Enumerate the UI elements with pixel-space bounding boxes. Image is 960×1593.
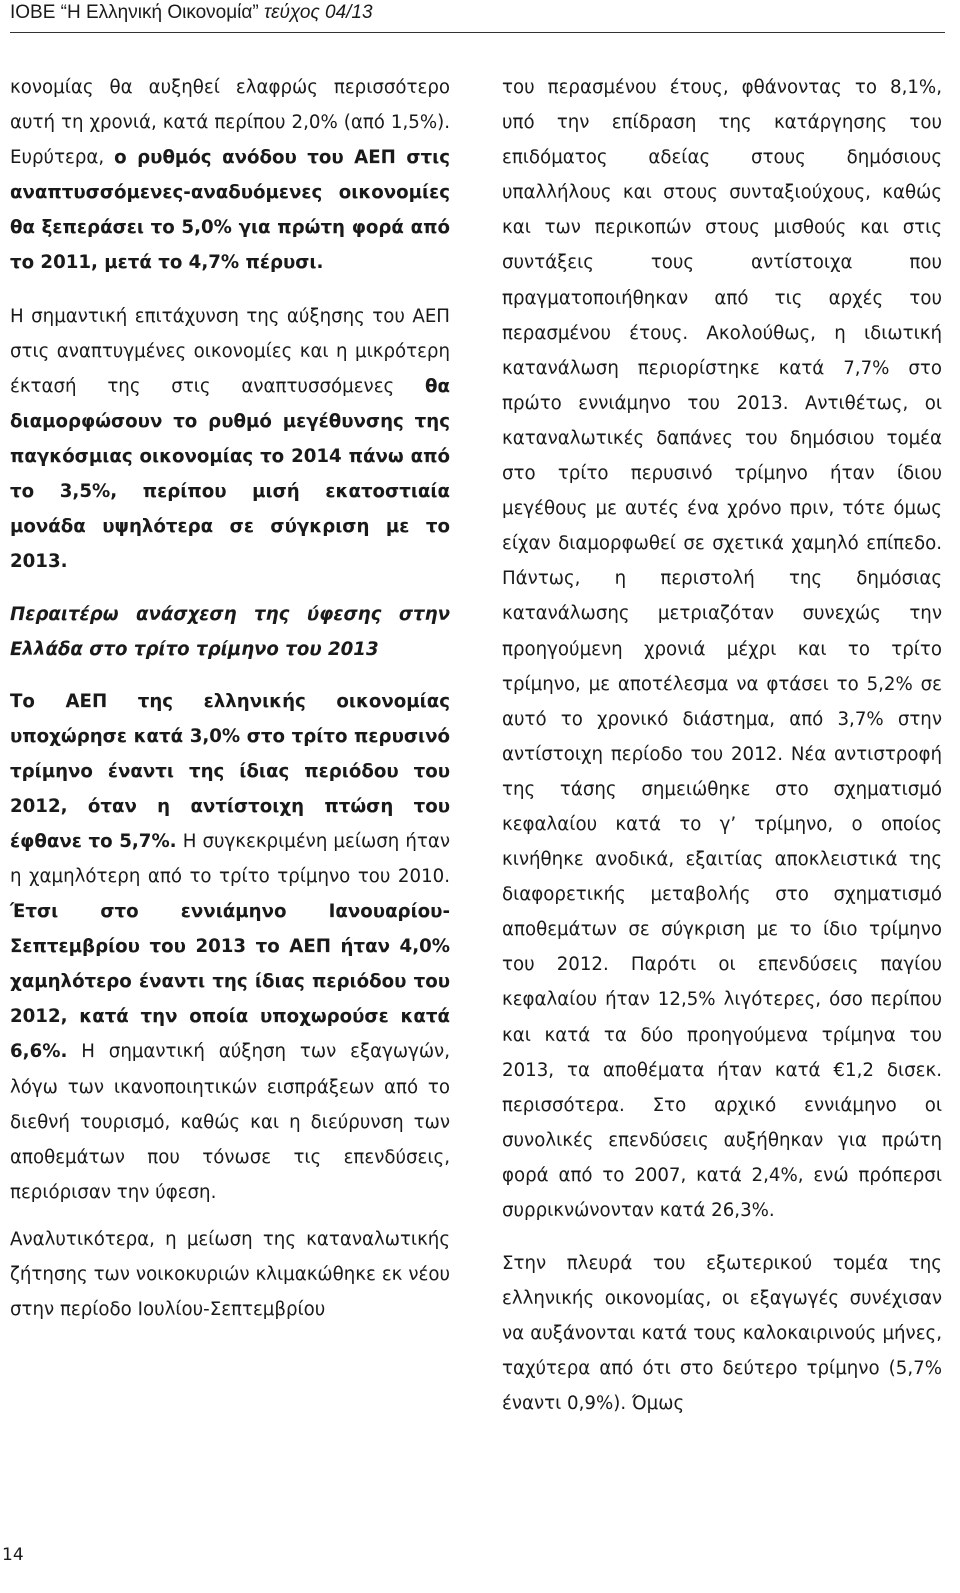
paragraph-text: Η σημαντική επιτάχυνση της αύξησης του ΑΕΠ στις αναπτυγμένες οικονομίες και η μικρότερη έκτασή της στις αναπτυσσόμενες [10,305,450,397]
paragraph-text: Η σημαντική αύξηση των εξαγωγών, λόγω των ικανοποιητικών εισπράξεων από το διεθνή τουρισμό, καθώς και η διεύρυνση των αποθεμάτων που τόνωσε τις επενδύσεις, περιόρισαν την ύφεση. [10,1041,450,1203]
right-column [502,70,942,1422]
paragraph [10,299,450,580]
header-title: ΙΟΒΕ “Η Ελληνική Οικονομία” [10,2,259,23]
page-number: 14 [2,1545,24,1565]
running-header [10,0,945,33]
paragraph-bold-text: ο ρυθμός ανόδου του ΑΕΠ στις αναπτυσσόμενες-αναδυόμενες οικονομίες θα ξεπεράσει το 5,0% για πρώτη φορά από το 2011, μετά το 4,7% πέρυσι. [10,147,450,274]
section-subheading: Περαιτέρω ανάσχεση της ύφεσης στην Ελλάδα στο τρίτο τρίμηνο του 2013 [10,604,450,661]
paragraph-bold-text: Έτσι στο εννιάμηνο Ιανουαρίου-Σεπτεμβρίου του 2013 το ΑΕΠ ήταν 4,0% χαμηλότερο έναντι της ίδιας περιόδου του 2012, κατά την οποία υποχωρούσε κατά 6,6%. [10,901,450,1063]
paragraph-text: Η συγκεκριμένη μείωση ήταν η χαμηλότερη από το τρίτο τρίμηνο του 2010. [10,830,450,887]
paragraph: Στην πλευρά του εξωτερικού τομέα της ελληνικής οικονομίας, οι εξαγωγές συνέχισαν να αυξάνονται κατά τους καλοκαιρινούς μήνες, ταχύτερα από ότι στο δεύτερο τρίμηνο (5,7% έναντι 0,9%). Όμως [502,1253,942,1415]
header-issue: τεύχος 04/13 [263,2,373,23]
paragraph [10,684,450,1210]
paragraph-text: κονομίας θα αυξηθεί ελαφρώς περισσότερο αυτή τη χρονιά, κατά περίπου 2,0% (από 1,5%). Ευρύτερα, [10,77,450,169]
paragraph: του περασμένου έτους, φθάνοντας το 8,1%, υπό την επίδραση της κατάργησης του επιδόματος αδείας στους δημόσιους υπαλλήλους και στους συνταξιούχους, καθώς και των περικοπών στους μισθούς και στις συντάξεις τους αντίστοιχα που πραγματοποιήθηκαν από τις αρχές του περασμένου έτους. Ακολούθως, η ιδιωτική κατανάλωση περιορίστηκε κατά 7,7% στο πρώτο εννιάμηνο του 2013. Αντιθέτως, οι καταναλωτικές δαπάνες του δημόσιου τομέα στο τρίτο περυσινό τρίμηνο ήταν ίδιου μεγέθους με αυτές ένα χρόνο πριν, τότε όμως είχαν διαμορφωθεί σε σχετικά χαμηλό επίπεδο. Πάντως, η περιστολή της δημόσιας κατανάλωσης μετριαζόταν συνεχώς την προηγούμενη χρονιά μέχρι και το τρίτο τρίμηνο, με αποτέλεσμα να φτάσει το 5,2% σε αυτό το χρονικό διάστημα, από 3,7% στην αντίστοιχη περίοδο του 2012. Νέα αντιστροφή της τάσης σημειώθηκε στο σχηματισμό κεφαλαίου κατά το γ’ τρίμηνο, ο οποίος κινήθηκε ανοδικά, εξαιτίας αποκλειστικά της διαφορετικής μεταβολής στο σχηματισμό αποθεμάτων σε σύγκριση με το ίδιο τρίμηνο του 2012. Παρότι οι επενδύσεις παγίου κεφαλαίου ήταν 12,5% λιγότερες, όσο περίπου και κατά τα δύο προηγούμενα τρίμηνα του 2013, τα αποθέματα ήταν κατά €1,2 δισεκ. περισσότερα. Στο αρχικό εννιάμηνο οι συνολικές επενδύσεις αυξήθηκαν για πρώτη φορά από το 2007, κατά 2,4%, ενώ πρόπερσι συρρικνώνονταν κατά 26,3%. [502,77,942,1221]
paragraph [10,70,450,281]
paragraph: Αναλυτικότερα, η μείωση της καταναλωτικής ζήτησης των νοικοκυριών κλιμακώθηκε εκ νέου στην περίοδο Ιουλίου-Σεπτεμβρίου [10,1228,450,1321]
left-column [10,70,450,1327]
paragraph-bold-text: Το ΑΕΠ της ελληνικής οικονομίας υποχώρησε κατά 3,0% στο τρίτο περυσινό τρίμηνο έναντι της ίδιας περιόδου του 2012, όταν η αντίστοιχη πτώση του έφθανε το 5,7%. [10,690,450,852]
paragraph-bold-text: θα διαμορφώσουν το ρυθμό μεγέθυνσης της παγκόσμιας οικονομίας το 2014 πάνω από το 3,5%, περίπου μισή εκατοστιαία μονάδα υψηλότερα σε σύγκριση με το 2013. [10,375,450,573]
